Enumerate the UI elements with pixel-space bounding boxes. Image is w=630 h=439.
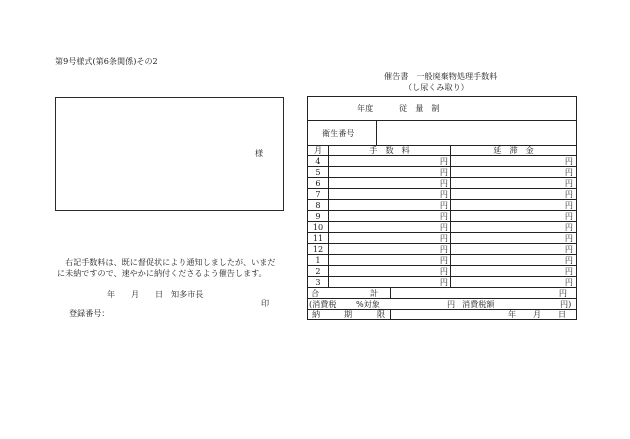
late-fee-cell: 円 (564, 178, 573, 188)
payment-deadline-label-char: 納 (312, 310, 321, 319)
fee-cell: 円 (329, 189, 451, 199)
billing-type-label: 従 量 制 (399, 103, 440, 113)
sanitation-number-value (377, 121, 576, 145)
issue-date-day-label: 日 (155, 289, 164, 299)
late-fee-cell: 円 (564, 255, 573, 265)
late-fee-cell: 円 (564, 277, 573, 287)
month-cell: 6 (308, 178, 329, 188)
issuer-name: 知多市長 (171, 289, 204, 299)
month-cell: 2 (308, 266, 329, 276)
month-row (308, 167, 576, 178)
fee-cell: 円 (329, 255, 451, 265)
fee-cell: 円 (329, 233, 451, 243)
deadline-month-label: 月 (533, 310, 542, 319)
fee-cell: 円 (329, 167, 451, 177)
taxable-amount-unit: 円 (447, 299, 456, 309)
month-row (308, 222, 576, 233)
sanitation-number-row (308, 121, 576, 146)
document-subtitle: （し尿くみ取り） (404, 82, 469, 92)
total-label-cell (308, 288, 391, 298)
late-fee-cell: 円 (564, 167, 573, 177)
registration-number-label: 登録番号： (69, 308, 110, 318)
month-cell: 11 (308, 233, 329, 243)
month-row (308, 189, 576, 200)
month-cell: 12 (308, 244, 329, 254)
late-fee-cell: 円 (564, 233, 573, 243)
month-cell: 1 (308, 255, 329, 265)
month-row (308, 277, 576, 288)
issue-date-year-label: 年 (107, 289, 116, 299)
seal-mark: 印 (261, 298, 270, 308)
fee-cell: 円 (329, 211, 451, 221)
fee-table (307, 96, 577, 320)
total-label-char: 合 (311, 288, 320, 298)
fee-header: 手 数 料 (329, 146, 451, 155)
payment-deadline-row (308, 310, 576, 319)
table-header-row (308, 146, 576, 156)
fee-cell: 円 (329, 200, 451, 210)
fee-cell: 円 (329, 244, 451, 254)
total-row (308, 288, 576, 299)
addressee-honorific: 様 (255, 148, 264, 158)
late-fee-header: 延 滞 金 (493, 146, 534, 155)
fee-cell: 円 (329, 156, 451, 166)
document-title: 催告書 一般廃棄物処理手数料 (384, 71, 498, 81)
notice-line: に未納ですので、速やかに納付くださるよう催告します。 (57, 268, 267, 278)
fee-cell: 円 (329, 178, 451, 188)
month-header: 月 (308, 146, 329, 155)
late-fee-cell: 円 (564, 156, 573, 166)
month-cell: 7 (308, 189, 329, 199)
consumption-tax-open-label: (消費税 (309, 299, 337, 309)
payment-deadline-label-cell (308, 310, 391, 319)
month-cell: 5 (308, 167, 329, 177)
payment-deadline-label-char: 限 (377, 310, 386, 319)
month-cell: 8 (308, 200, 329, 210)
month-row (308, 266, 576, 277)
fee-cell: 円 (329, 266, 451, 276)
month-row (308, 156, 576, 167)
form-number: 第9号様式(第6条関係)その2 (55, 56, 158, 66)
month-cell: 3 (308, 277, 329, 287)
fee-cell: 円 (329, 277, 451, 287)
late-fee-cell: 円 (564, 244, 573, 254)
late-fee-cell: 円 (564, 189, 573, 199)
fiscal-year-row (308, 97, 576, 121)
consumption-tax-row (308, 299, 576, 310)
deadline-year-label: 年 (508, 310, 517, 319)
total-label-char: 計 (370, 288, 379, 298)
late-fee-cell: 円 (564, 266, 573, 276)
month-row (308, 255, 576, 266)
tax-amount-unit: 円) (560, 299, 572, 309)
month-cell: 9 (308, 211, 329, 221)
month-row (308, 244, 576, 255)
late-fee-cell: 円 (564, 222, 573, 232)
month-row (308, 211, 576, 222)
total-amount-cell: 円 (558, 288, 567, 298)
fiscal-year-label: 年度 (357, 103, 374, 113)
sanitation-number-label: 衛生番号 (308, 121, 377, 145)
issue-date-month-label: 月 (131, 289, 140, 299)
addressee-box (55, 97, 284, 211)
tax-amount-label: 消費税額 (462, 299, 495, 309)
late-fee-cell: 円 (564, 211, 573, 221)
fee-cell: 円 (329, 222, 451, 232)
month-cell: 4 (308, 156, 329, 166)
payment-deadline-date-cell (391, 310, 576, 319)
month-row (308, 233, 576, 244)
month-row (308, 178, 576, 189)
tax-rate-target-label: %対象 (356, 299, 380, 309)
deadline-day-label: 日 (558, 310, 567, 319)
month-cell: 10 (308, 222, 329, 232)
late-fee-cell: 円 (564, 200, 573, 210)
notice-line: 右記手数料は、既に督促状により通知しましたが、いまだ (65, 257, 276, 267)
month-row (308, 200, 576, 211)
payment-deadline-label-char: 期 (344, 310, 353, 319)
